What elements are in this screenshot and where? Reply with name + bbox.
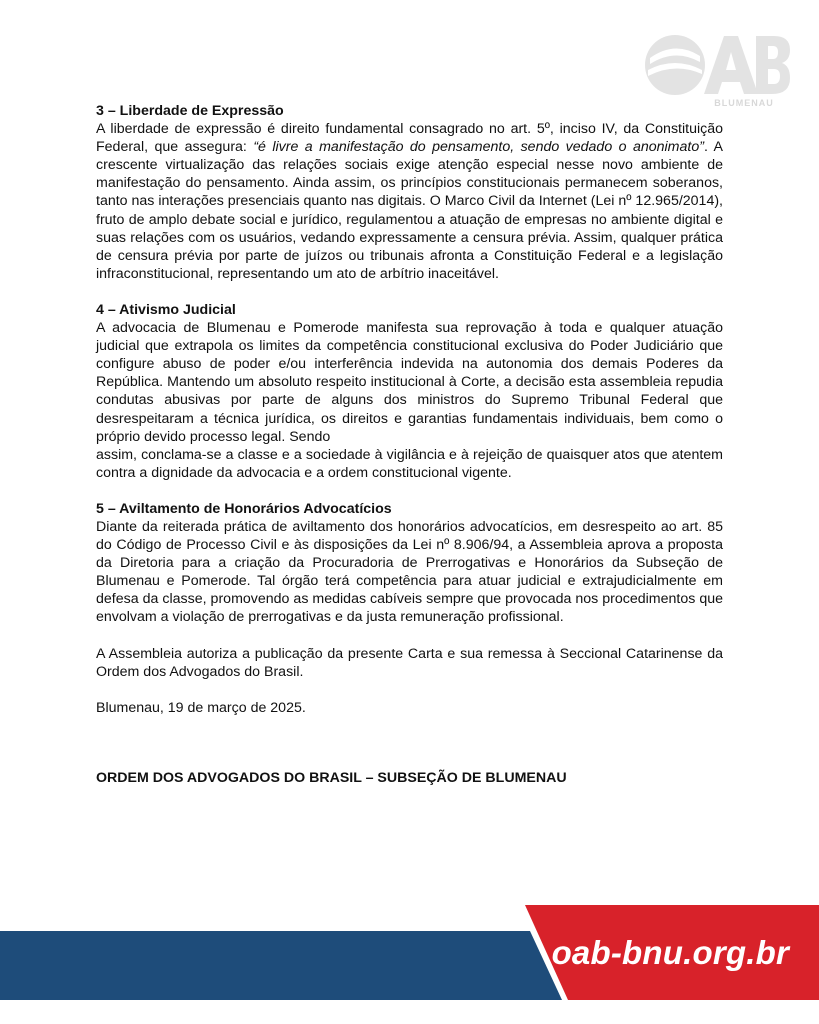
logo-subtitle: BLUMENAU [714,98,774,108]
section-paragraph: assim, conclama-se a classe e a sociedade à vigilância e à rejeição de quaisquer atos que atentem contra a dignidade da advocacia e a ordem constitucional vigente. [96,446,723,481]
constitution-quote: “é livre a manifestação do pensamento, sendo vedado o anonimato” [253,139,704,156]
section-aviltamento-honorarios [96,500,723,627]
section-paragraph: Diante da reiterada prática de aviltamento dos honorários advocatícios, em desrespeito ao art. 85 do Código de Processo Civil e às disposições da Lei nº 8.906/94, a Assembleia aprova a proposta da Diretoria para a criação da Procuradoria de Prerrogativas e Honorários da Subseção de Blumenau e Pomerode. Tal órgão terá competência para atuar judicial e extrajudicialmente em defesa da classe, promovendo as medidas cabíveis sempre que provocada nos procedimentos que envolvam a violação de prerrogativas e da justa remuneração profissional. [96,518,723,626]
paragraph-text: . A crescente virtualização das relações sociais exige atenção especial nesse novo ambiente de manifestação do pensamento. Ainda assim, os princípios constitucionais permanecem soberanos, tanto nas interações presenciais quanto nas digitais. O Marco Civil da Internet (Lei nº 12.965/2014), fruto de amplo debate social e jurídico, regulamentou a atuação de empresas no ambiente digital e suas relações com os usuários, vedando expressamente a censura prévia. Assim, qualquer prática de censura prévia por parte de juízos ou tribunais afronta a Constituição Federal e a legislação infraconstitucional, representando um ato de arbítrio inaceitável. [96,139,723,282]
website-link[interactable]: oab-bnu.org.br [551,934,789,971]
section-heading: 5 – Aviltamento de Honorários Advocatícios [96,500,392,517]
place-date: Blumenau, 19 de março de 2025. [96,699,306,716]
section-heading: 3 – Liberdade de Expressão [96,103,284,119]
section-heading: 4 – Ativismo Judicial [96,301,236,318]
oab-logo-graphic [640,30,790,100]
section-paragraph: A advocacia de Blumenau e Pomerode manifesta sua reprovação à toda e qualquer atuação judicial que extrapola os limites da competência constitucional exclusiva do Poder Judiciário que configure abuso de poder e/ou interferência indevida na autonomia dos demais Poderes da República. Mantendo um absoluto respeito institucional à Corte, a decisão esta assembleia repudia condutas abusivas por parte de alguns dos ministros do Supremo Tribunal Federal que desrespeitaram a técnica jurídica, os direitos e garantias fundamentais individuais, bem como o próprio devido processo legal. Sendo [96,320,723,445]
document-body [96,102,723,787]
authorization-paragraph [96,645,723,681]
signature-organization: ORDEM DOS ADVOGADOS DO BRASIL – SUBSEÇÃO DE BLUMENAU [96,769,567,786]
section-ativismo-judicial [96,301,723,482]
section-liberdade-expressao [96,102,723,283]
section-paragraph [96,120,723,283]
footer-blue-stripe [0,931,562,1000]
authorization-text: A Assembleia autoriza a publicação da presente Carta e sua remessa à Seccional Catarinense da Ordem dos Advogados do Brasil. [96,645,723,680]
paragraph-text: A liberdade de expressão é direito fundamental consagrado no art. 5º, inciso IV, da Constituição Federal, que assegura: [96,121,723,156]
